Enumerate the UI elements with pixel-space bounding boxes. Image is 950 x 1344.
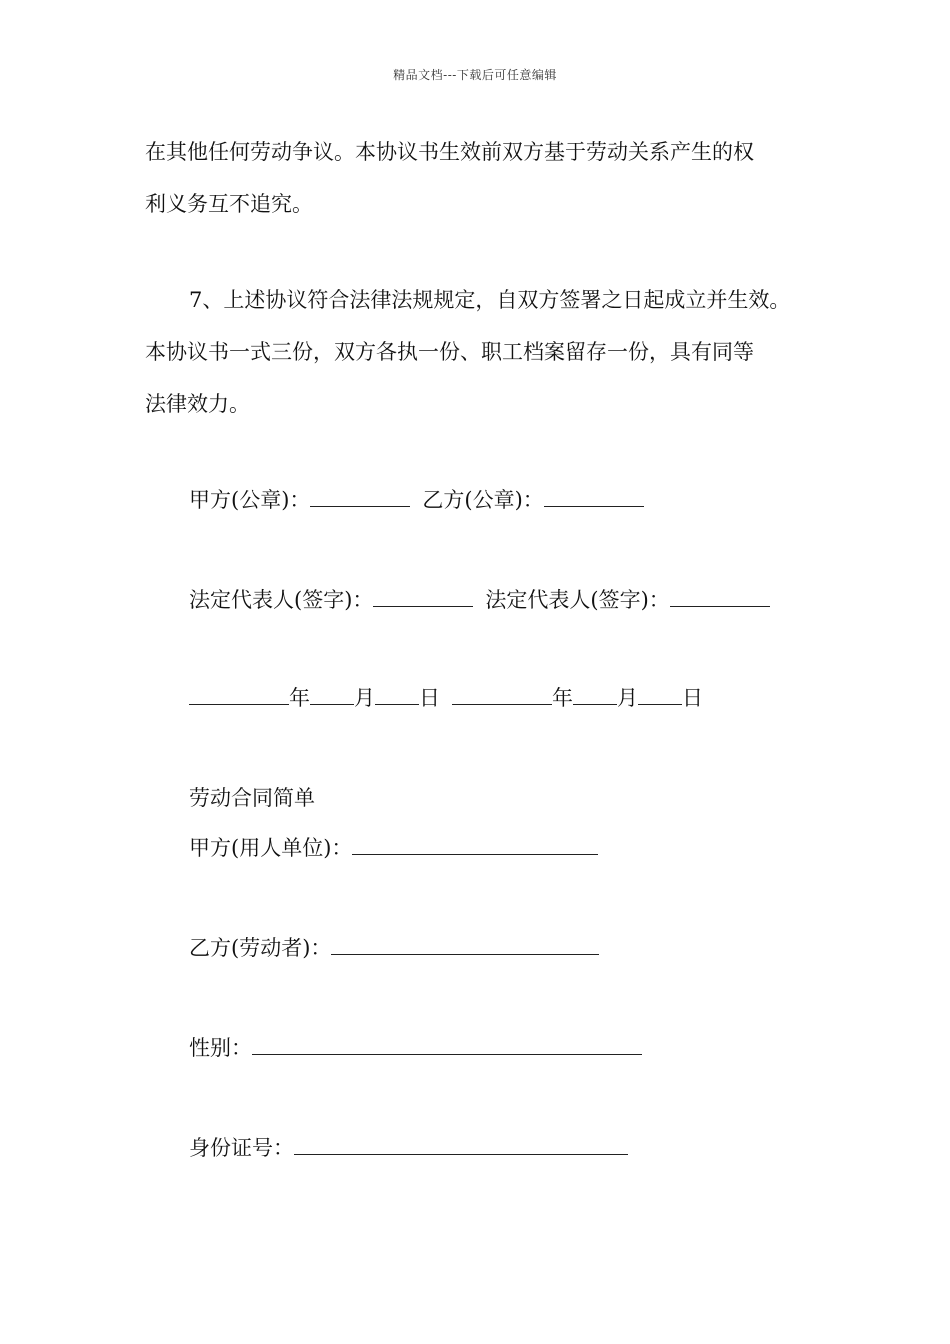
date-b-day-label: 日: [682, 686, 703, 710]
paragraph-line: 7、上述协议符合法律法规规定，自双方签署之日起成立并生效。: [189, 288, 791, 312]
employee-label: 乙方(劳动者)：: [189, 936, 332, 960]
seal-a-label: 甲方(公章)：: [189, 488, 311, 512]
date-b-year-label: 年: [552, 686, 573, 710]
rep-b-blank[interactable]: [670, 588, 770, 607]
date-a-year-label: 年: [289, 686, 310, 710]
page-header: 精品文档---下载后可任意编辑: [393, 68, 557, 82]
gender-row: [189, 1034, 642, 1062]
date-b-year-blank[interactable]: [452, 686, 552, 705]
rep-b-label: 法定代表人(签字)：: [485, 588, 670, 612]
employer-label: 甲方(用人单位)：: [189, 836, 353, 860]
date-b-month-blank[interactable]: [573, 686, 617, 705]
employee-blank[interactable]: [331, 936, 599, 955]
paragraph-line: 在其他任何劳动争议。本协议书生效前双方基于劳动关系产生的权: [145, 140, 754, 164]
date-row: [189, 684, 703, 712]
date-a-day-label: 日: [419, 686, 440, 710]
date-a-month-label: 月: [354, 686, 375, 710]
employee-row: [189, 934, 599, 962]
id-number-label: 身份证号：: [189, 1136, 294, 1160]
id-number-blank[interactable]: [294, 1136, 628, 1155]
rep-a-label: 法定代表人(签字)：: [189, 588, 374, 612]
employer-blank[interactable]: [352, 836, 598, 855]
date-a-day-blank[interactable]: [375, 686, 419, 705]
id-number-row: [189, 1134, 628, 1162]
paragraph-continuation: [145, 126, 815, 230]
paragraph-line: 本协议书一式三份，双方各执一份、职工档案留存一份，具有同等: [145, 340, 754, 364]
rep-a-blank[interactable]: [373, 588, 473, 607]
gender-label: 性别：: [189, 1036, 252, 1060]
date-b-month-label: 月: [617, 686, 638, 710]
seal-b-blank[interactable]: [544, 488, 644, 507]
gender-blank[interactable]: [252, 1036, 642, 1055]
paragraph-clause-7: [145, 274, 815, 430]
paragraph-line: 利义务互不追究。: [145, 192, 313, 216]
employer-row: [189, 834, 598, 862]
representative-row: [189, 586, 770, 614]
date-a-year-blank[interactable]: [189, 686, 289, 705]
seal-b-label: 乙方(公章)：: [422, 488, 544, 512]
contract-title: 劳动合同简单: [189, 786, 315, 810]
date-b-day-blank[interactable]: [638, 686, 682, 705]
date-a-month-blank[interactable]: [310, 686, 354, 705]
seal-a-blank[interactable]: [310, 488, 410, 507]
seal-row: [189, 486, 644, 514]
paragraph-line: 法律效力。: [145, 392, 250, 416]
